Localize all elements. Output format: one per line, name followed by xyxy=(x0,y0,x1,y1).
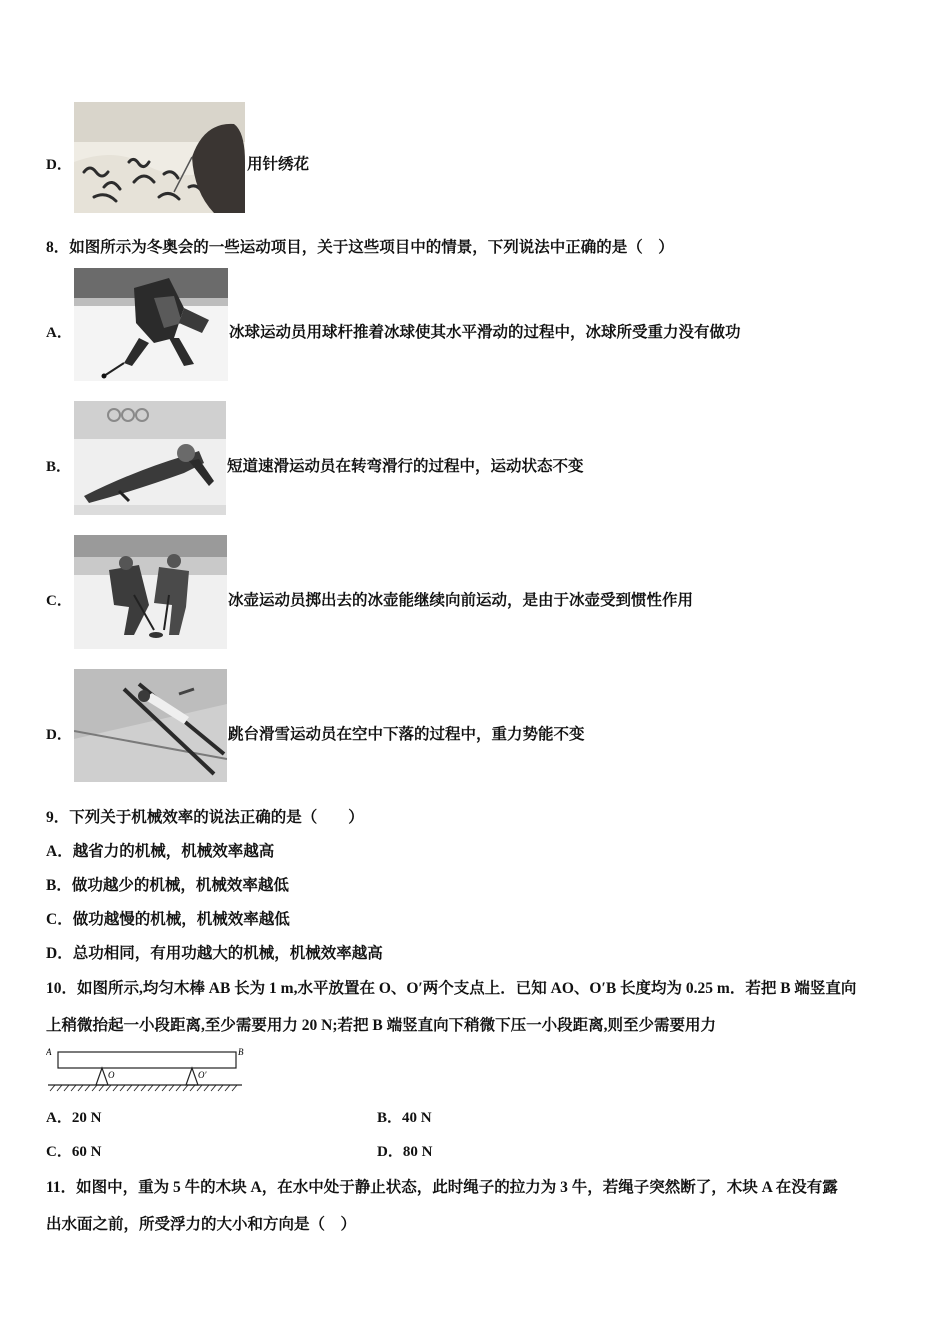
q9-option-b: B．做功越少的机械，机械效率越低 xyxy=(46,877,289,894)
q9-stem: 9．下列关于机械效率的说法正确的是（ ） xyxy=(46,809,364,826)
lever-figure xyxy=(46,1044,251,1094)
q10-stem-line1: 10．如图所示,均匀木棒 AB 长为 1 m,水平放置在 O、O′两个支点上．已知 AO、O′B 长度均为 0.25 m．若把 B 端竖直向 xyxy=(46,980,857,997)
q10-option-d-label: D． xyxy=(377,1144,403,1160)
label-a: A xyxy=(46,1047,52,1057)
support-o xyxy=(96,1068,108,1085)
q10-option-d-text: 80 N xyxy=(402,1144,433,1160)
q11-stem-line2: 出水面之前，所受浮力的大小和方向是（ ） xyxy=(46,1216,357,1233)
label-b: B xyxy=(238,1047,244,1057)
q8-option-d-text: 跳台滑雪运动员在空中下落的过程中，重力势能不变 xyxy=(228,726,585,743)
q10-option-a-text: 20 N xyxy=(71,1110,102,1126)
q8-option-a-label: A． xyxy=(46,325,72,341)
support-o-prime xyxy=(186,1068,198,1085)
q10-option-c-text: 60 N xyxy=(71,1144,102,1160)
q10-option-a-label: A． xyxy=(46,1110,72,1126)
q10-option-b-label: B． xyxy=(377,1110,403,1126)
q8-option-b-label: B． xyxy=(46,459,72,475)
q9-option-c: C．做功越慢的机械，机械效率越低 xyxy=(46,911,290,928)
q10-option-d xyxy=(377,1140,432,1161)
embroidery-photo xyxy=(74,102,245,213)
label-o: O xyxy=(108,1070,115,1080)
q7-option-d-label: D． xyxy=(46,157,72,173)
speed-skating-photo xyxy=(74,401,226,515)
ski-jump-photo xyxy=(74,669,227,782)
q8-stem: 8．如图所示为冬奥会的一些运动项目，关于这些项目中的情景，下列说法中正确的是（ ） xyxy=(46,239,674,256)
q9-option-a: A．越省力的机械，机械效率越高 xyxy=(46,843,275,860)
q10-option-c-label: C． xyxy=(46,1144,72,1160)
q9-option-d: D．总功相同，有用功越大的机械，机械效率越高 xyxy=(46,945,383,962)
q10-option-a xyxy=(46,1106,101,1127)
q8-option-c-text: 冰壶运动员掷出去的冰壶能继续向前运动，是由于冰壶受到惯性作用 xyxy=(228,592,694,609)
q10-stem-line2: 上稍微抬起一小段距离,至少需要用力 20 N;若把 B 端竖直向下稍微下压一小段距离,则至少需要用力 xyxy=(46,1017,716,1034)
q10-option-c xyxy=(46,1140,101,1161)
q8-option-c-label: C． xyxy=(46,593,72,609)
q8-option-d-label: D． xyxy=(46,727,72,743)
q8-option-a-text: 冰球运动员用球杆推着冰球使其水平滑动的过程中，冰球所受重力没有做功 xyxy=(229,324,741,341)
q11-stem-line1: 11．如图中，重为 5 牛的木块 A，在水中处于静止状态，此时绳子的拉力为 3 牛，若绳子突然断了，木块 A 在没有露 xyxy=(46,1179,838,1196)
q10-option-b-text: 40 N xyxy=(402,1110,432,1126)
ice-hockey-photo xyxy=(74,268,228,381)
q10-option-b xyxy=(377,1106,432,1127)
q7-option-d-text: 用针绣花 xyxy=(247,156,310,173)
label-o-prime: O′ xyxy=(198,1070,207,1080)
q8-option-b-text: 短道速滑运动员在转弯滑行的过程中，运动状态不变 xyxy=(227,458,584,475)
curling-photo xyxy=(74,535,227,649)
